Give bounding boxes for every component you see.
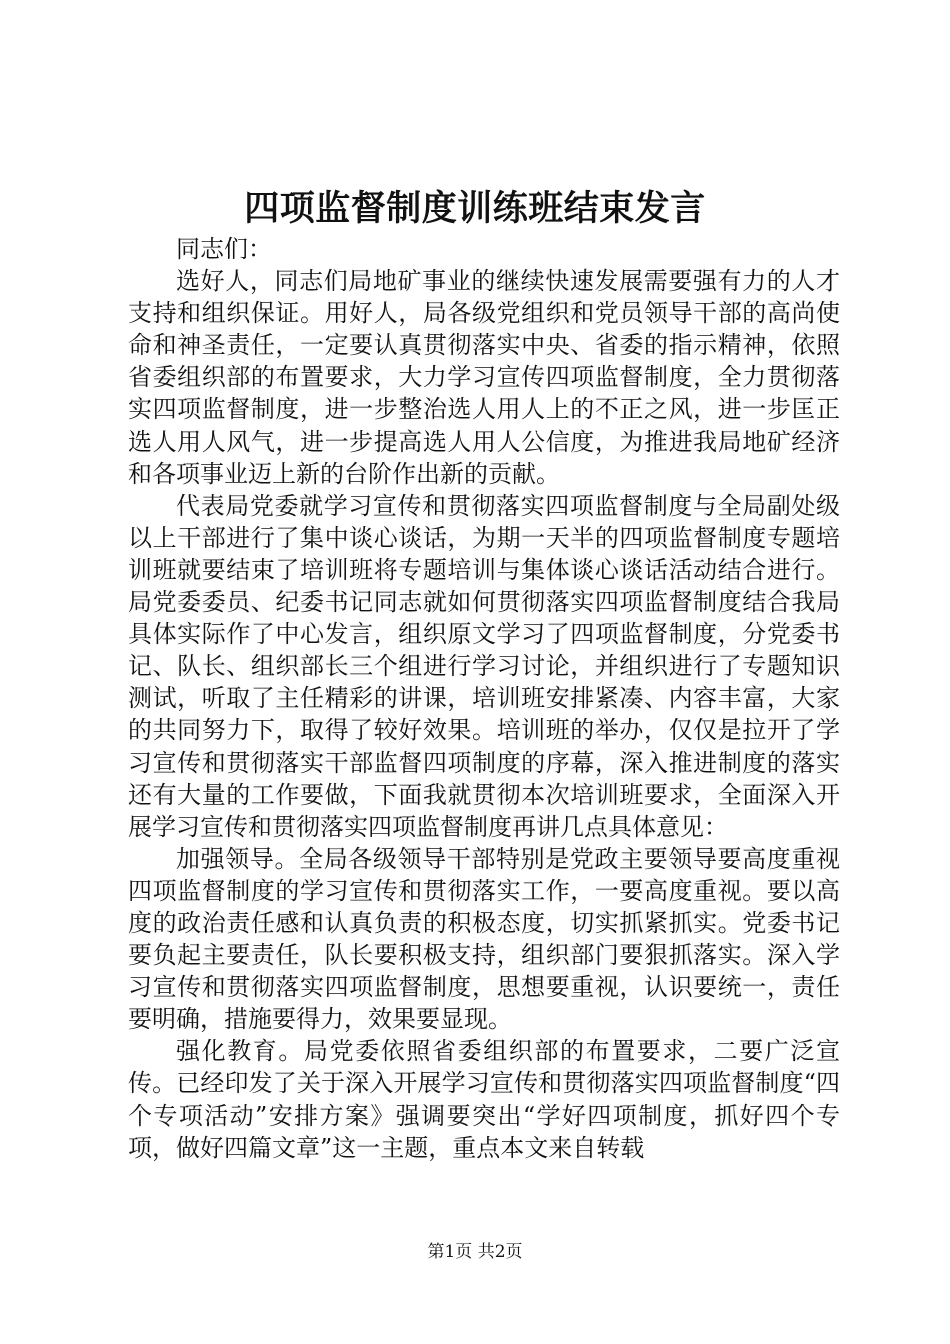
salutation: 同志们： bbox=[176, 235, 272, 263]
paragraph-2: 代表局党委就学习宣传和贯彻落实四项监督制度与全局副处级以上干部进行了集中谈心谈话，为期一天半的四项监督制度专题培训班就要结束了培训班将专题培训与集体谈心谈话活动结合进行。局党委委员、纪委书记同志就如何贯彻落实四项监督制度结合我局具体实际作了中心发言，组织原文学习了四项监督制度，分党委书记、队长、组织部长三个组进行学习讨论，并组织进行了专题知识测试，听取了主任精彩的讲课，培训班安排紧凑、内容丰富，大家的共同努力下，取得了较好效果。培训班的举办，仅仅是拉开了学习宣传和贯彻落实干部监督四项制度的序幕，深入推进制度的落实还有大量的工作要做，下面我就贯彻本次培训班要求，全面深入开展学习宣传和贯彻落实四项监督制度再讲几点具体意见： bbox=[128, 491, 840, 841]
paragraph-3: 加强领导。全局各级领导干部特别是党政主要领导要高度重视四项监督制度的学习宣传和贯彻落实工作，一要高度重视。要以高度的政治责任感和认真负责的积极态度，切实抓紧抓实。党委书记要负起主要责任，队长要积极支持，组织部门要狠抓落实。深入学习宣传和贯彻落实四项监督制度，思想要重视，认识要统一，责任要明确，措施要得力，效果要显现。 bbox=[128, 844, 840, 1034]
page-number-footer: 第1页 共2页 bbox=[427, 1242, 523, 1262]
paragraph-1: 选好人，同志们局地矿事业的继续快速发展需要强有力的人才支持和组织保证。用好人，局各级党组织和党员领导干部的高尚使命和神圣责任，一定要认真贯彻落实中央、省委的指示精神，依照省委组织部的布置要求，大力学习宣传四项监督制度，全力贯彻落实四项监督制度，进一步整治选人用人上的不正之风，进一步匡正选人用人风气，进一步提高选人用人公信度，为推进我局地矿经济和各项事业迈上新的台阶作出新的贡献。 bbox=[128, 267, 840, 488]
paragraph-4: 强化教育。局党委依照省委组织部的布置要求，二要广泛宣传。已经印发了关于深入开展学习宣传和贯彻落实四项监督制度“四个专项活动”安排方案》强调要突出“学好四项制度，抓好四个专项，做好四篇文章”这一主题，重点本文来自转载 bbox=[128, 1037, 840, 1162]
document-title: 四项监督制度训练班结束发言 bbox=[244, 188, 706, 229]
document-body bbox=[128, 233, 840, 1164]
